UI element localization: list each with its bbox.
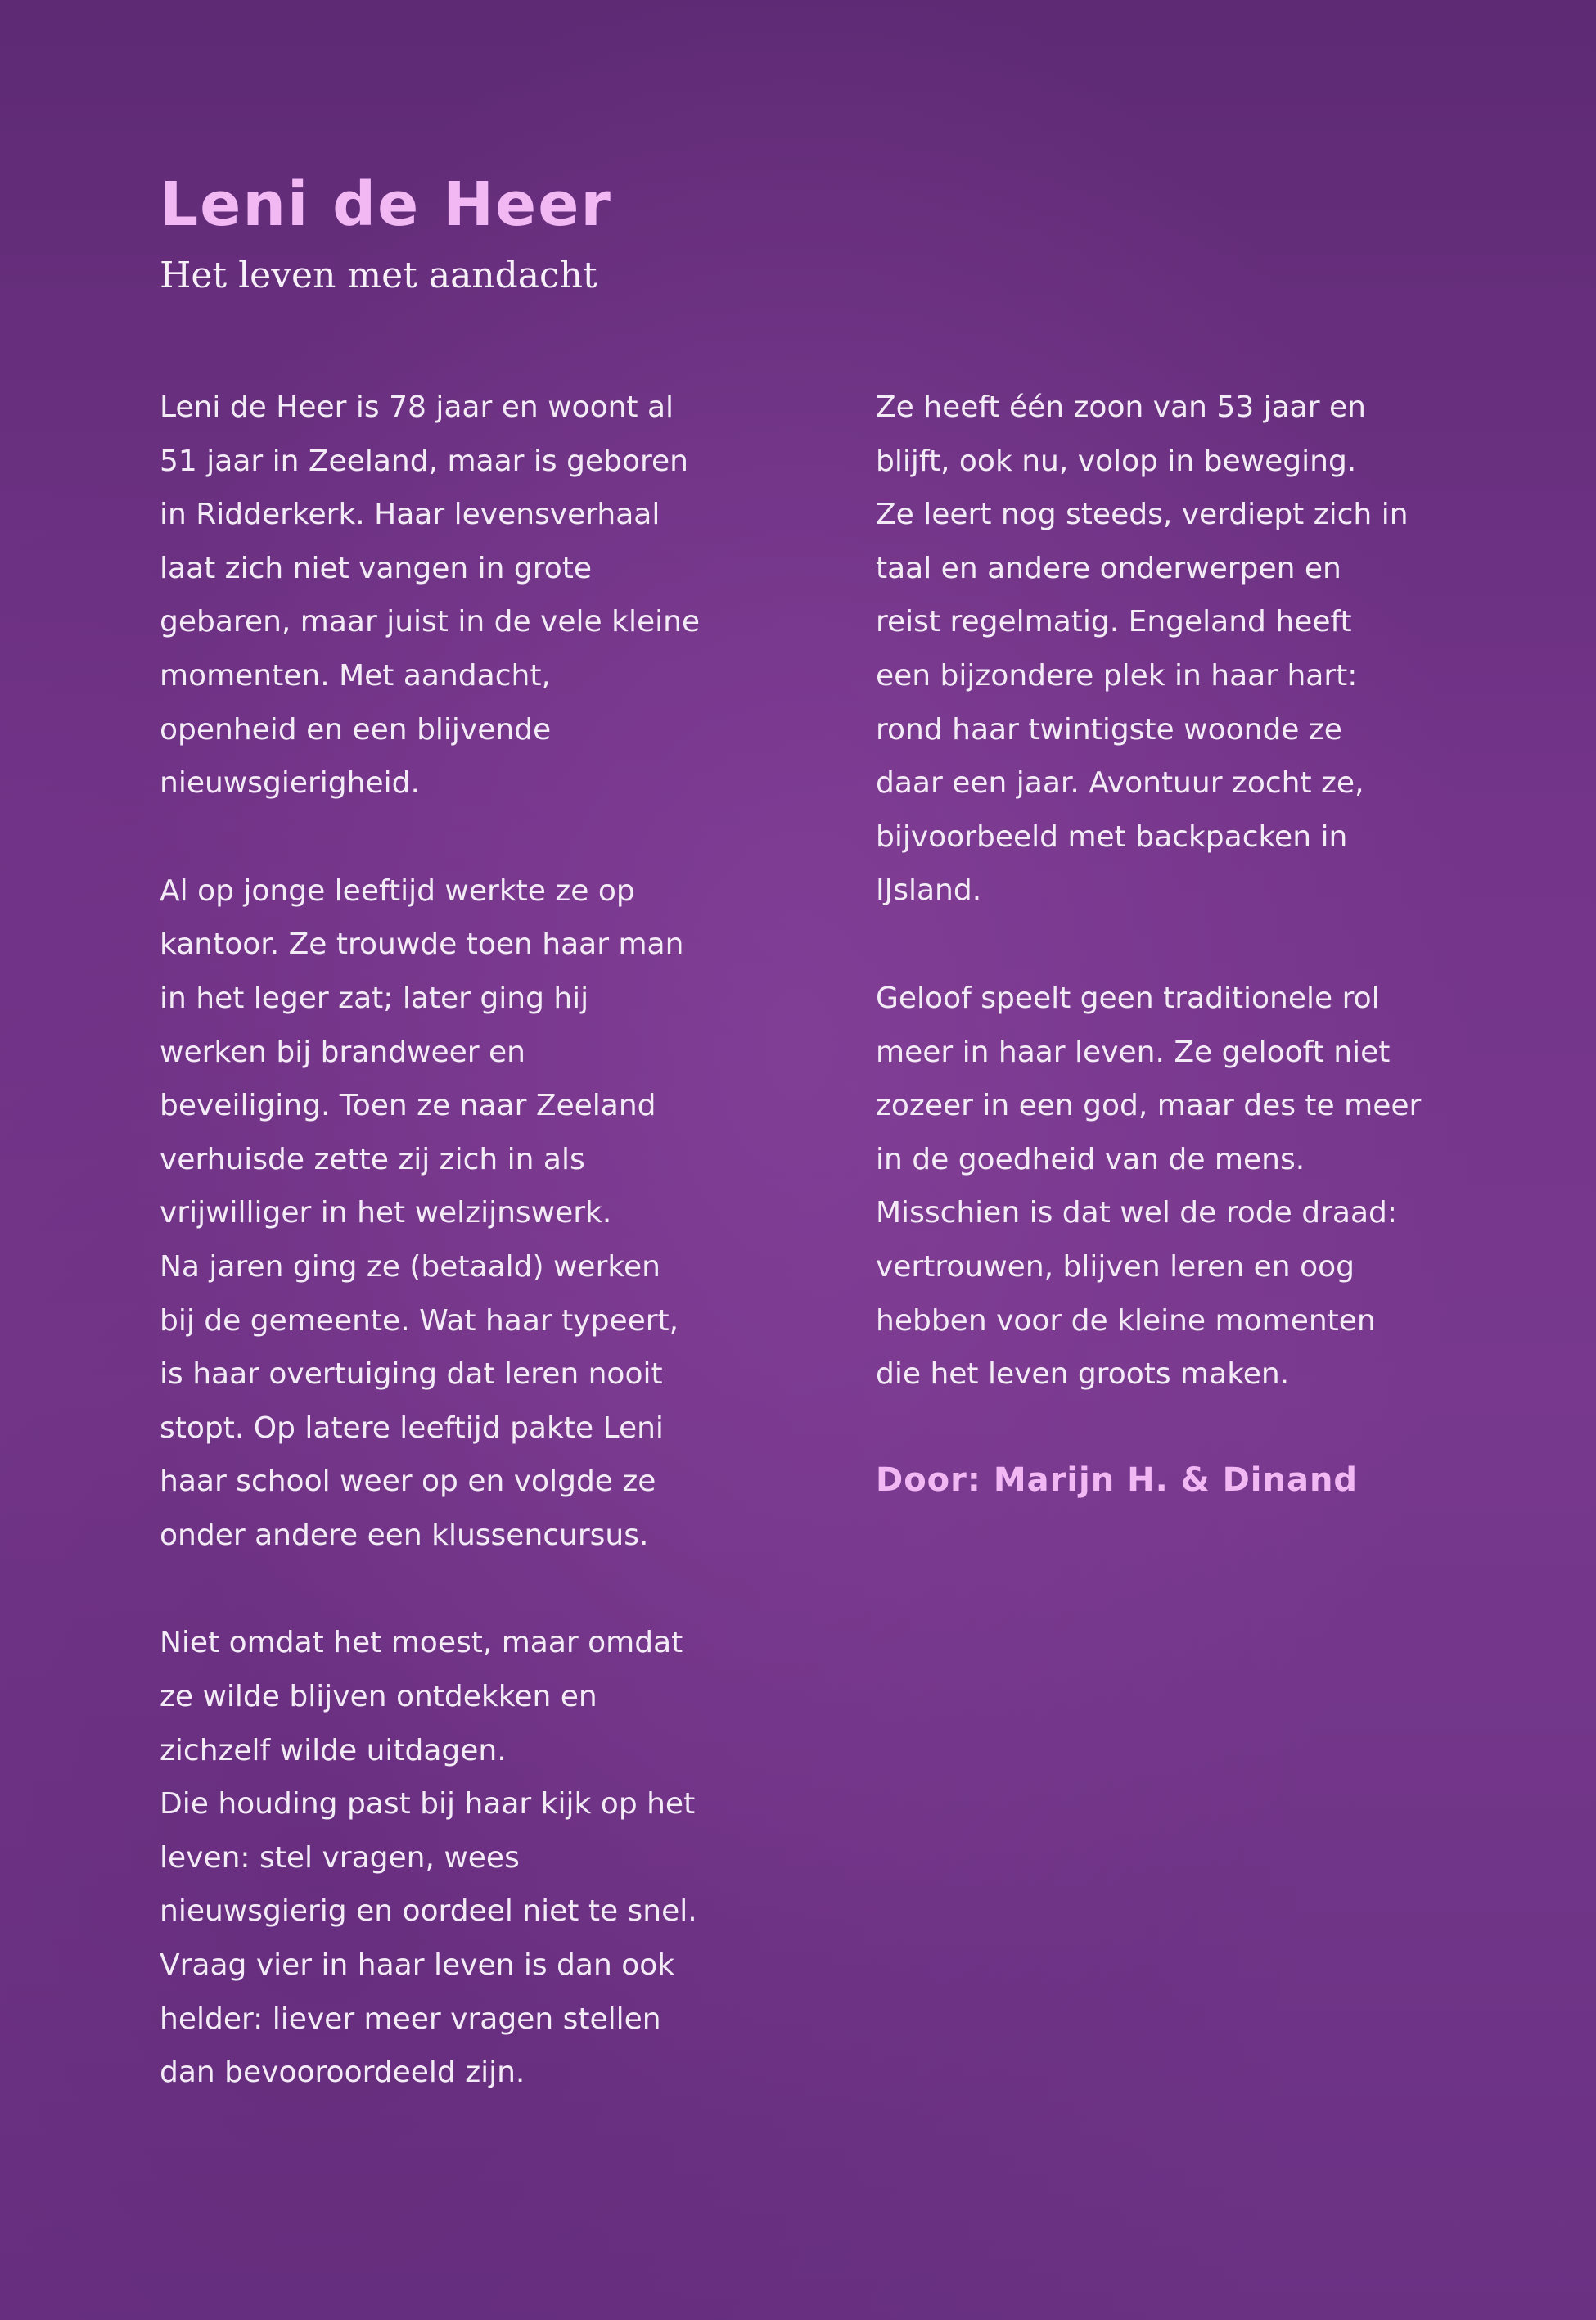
paragraph [876, 381, 1449, 918]
text-line: nieuwsgierig en oordeel niet te snel. [160, 1894, 697, 1929]
text-line: meer in haar leven. Ze gelooft niet [876, 1035, 1391, 1069]
text-line: in Ridderkerk. Haar levensverhaal [160, 498, 660, 532]
text-line: dan bevooroordeeld zijn. [160, 2056, 525, 2090]
text-line: stopt. Op latere leeftijd pakte Leni [160, 1411, 664, 1445]
text-line: Vraag vier in haar leven is dan ook [160, 1948, 675, 1983]
text-line: gebaren, maar juist in de vele kleine [160, 605, 701, 639]
text-line: nieuwsgierigheid. [160, 766, 420, 801]
text-line: Na jaren ging ze (betaald) werken [160, 1249, 660, 1284]
text-line: zichzelf wilde uitdagen. [160, 1733, 507, 1767]
text-line: onder andere een klussencursus. [160, 1518, 649, 1552]
text-line: ze wilde blijven ontdekken en [160, 1680, 597, 1714]
text-line: momenten. Met aandacht, [160, 658, 551, 693]
text-line: bijvoorbeeld met backpacken in [876, 819, 1348, 854]
text-line: Al op jonge leeftijd werkte ze op [160, 873, 635, 908]
text-line: haar school weer op en volgde ze [160, 1465, 656, 1499]
text-line: vertrouwen, blijven leren en oog [876, 1249, 1355, 1284]
text-line: hebben voor de kleine momenten [876, 1303, 1376, 1338]
text-line: in het leger zat; later ging hij [160, 981, 589, 1015]
article-subtitle: Het leven met aandacht [160, 255, 597, 296]
byline: Door: Marijn H. & Dinand [876, 1460, 1359, 1499]
paragraph [160, 381, 733, 810]
right-column [876, 381, 1449, 1505]
text-line: 51 jaar in Zeeland, maar is geboren [160, 444, 688, 478]
text-line: openheid en een blijvende [160, 712, 552, 747]
text-line: leven: stel vragen, wees [160, 1840, 520, 1875]
text-line: Ze leert nog steeds, verdiept zich in [876, 498, 1409, 532]
text-line: Ze heeft één zoon van 53 jaar en [876, 390, 1366, 424]
paragraph [160, 864, 733, 1563]
text-line: Die houding past bij haar kijk op het [160, 1787, 696, 1821]
paragraph [160, 1616, 733, 2099]
text-line: Misschien is dat wel de rode draad: [876, 1196, 1397, 1230]
text-line: helder: liever meer vragen stellen [160, 2002, 661, 2036]
paragraph [876, 972, 1449, 1401]
text-line: die het leven groots maken. [876, 1357, 1290, 1392]
text-line: verhuisde zette zij zich in als [160, 1142, 585, 1176]
text-line: beveiliging. Toen ze naar Zeeland [160, 1089, 656, 1123]
text-line: daar een jaar. Avontuur zocht ze, [876, 766, 1364, 801]
text-line: zozeer in een god, maar des te meer [876, 1089, 1422, 1123]
text-line: taal en andere onderwerpen en [876, 551, 1341, 585]
text-line: Geloof speelt geen traditionele rol [876, 981, 1380, 1015]
text-line: een bijzondere plek in haar hart: [876, 658, 1358, 693]
text-line: is haar overtuiging dat leren nooit [160, 1357, 663, 1392]
text-line: blijft, ook nu, volop in beweging. [876, 444, 1357, 478]
article-title: Leni de Heer [160, 169, 612, 240]
text-line: in de goedheid van de mens. [876, 1142, 1305, 1176]
left-column [160, 381, 733, 2154]
article [160, 168, 1445, 2090]
text-line: vrijwilliger in het welzijnswerk. [160, 1196, 612, 1230]
text-line: bij de gemeente. Wat haar typeert, [160, 1303, 679, 1338]
text-line: Leni de Heer is 78 jaar en woont al [160, 390, 674, 424]
text-line: Niet omdat het moest, maar omdat [160, 1626, 683, 1660]
text-line: reist regelmatig. Engeland heeft [876, 605, 1352, 639]
text-line: kantoor. Ze trouwde toen haar man [160, 928, 684, 962]
text-line: laat zich niet vangen in grote [160, 551, 593, 585]
text-line: rond haar twintigste woonde ze [876, 712, 1342, 747]
text-line: werken bij brandweer en [160, 1035, 525, 1069]
text-line: IJsland. [876, 873, 982, 908]
